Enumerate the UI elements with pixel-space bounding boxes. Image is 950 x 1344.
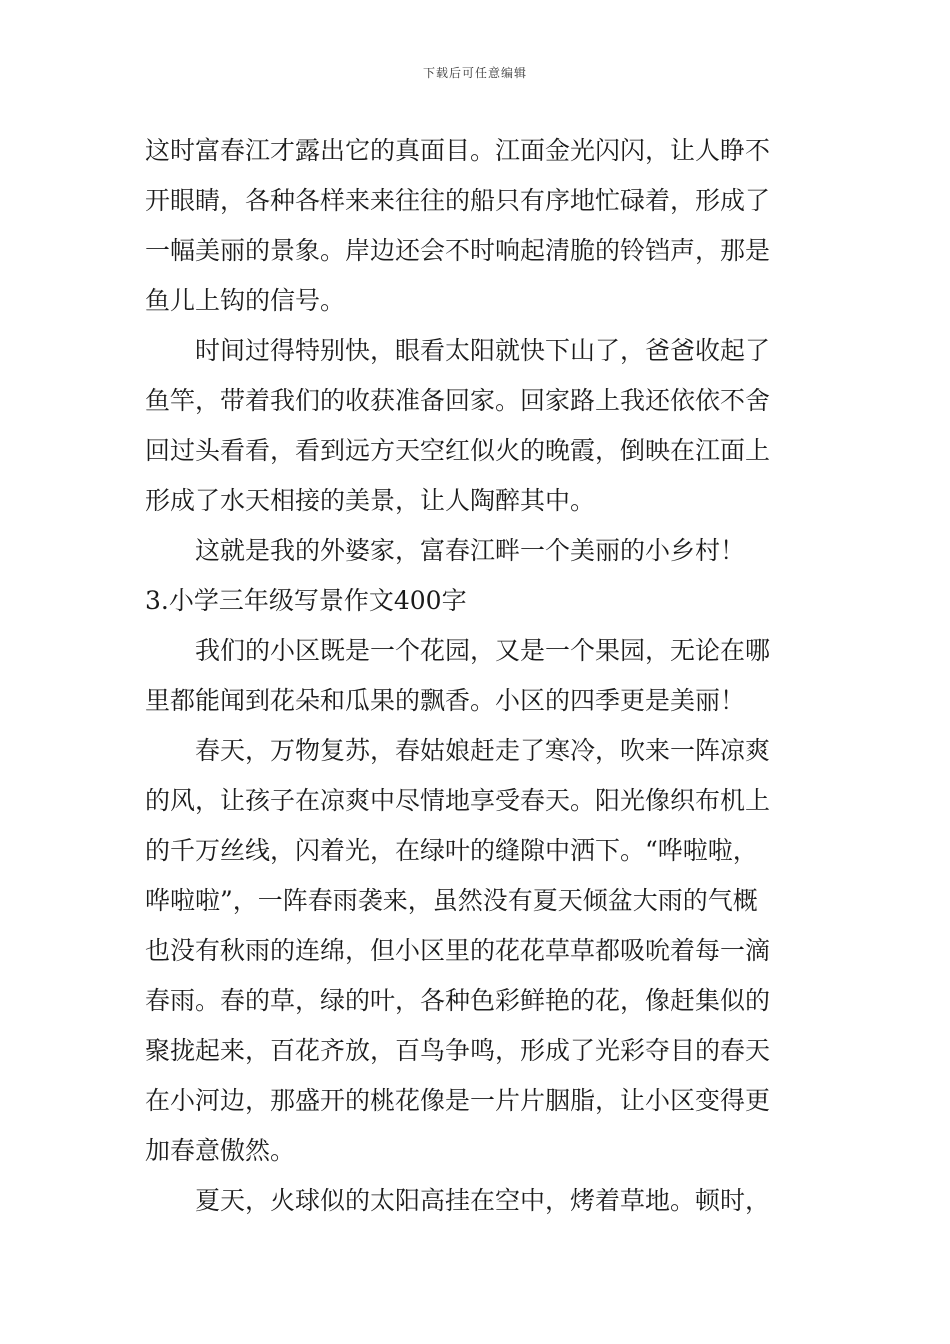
text-line: 时间过得特别快，眼看太阳就快下山了，爸爸收起了	[195, 336, 771, 365]
text-line: 聚拢起来，百花齐放，百鸟争鸣，形成了光彩夺目的春天	[145, 1036, 771, 1065]
text-line: 哗啦啦”，一阵春雨袭来，虽然没有夏天倾盆大雨的气概	[145, 886, 758, 915]
text-line: 加春意傲然。	[145, 1136, 296, 1165]
text-line: 回过头看看，看到远方天空红似火的晚霞，倒映在江面上	[145, 436, 771, 465]
heading-line: 3.小学三年级写景作文400字	[145, 586, 467, 615]
text-line: 里都能闻到花朵和瓜果的飘香。小区的四季更是美丽！	[145, 686, 746, 715]
text-line: 也没有秋雨的连绵，但小区里的花花草草都吸吮着每一滴	[145, 936, 771, 965]
section-heading	[145, 576, 810, 626]
document-body	[145, 126, 810, 1226]
paragraph-river-scene	[145, 126, 810, 326]
text-line: 的风，让孩子在凉爽中尽情地享受春天。阳光像织布机上	[145, 786, 771, 815]
text-line: 夏天，火球似的太阳高挂在空中，烤着草地。顿时，	[195, 1186, 771, 1215]
text-line: 这时富春江才露出它的真面目。江面金光闪闪，让人睁不	[145, 136, 771, 165]
text-line: 我们的小区既是一个花园，又是一个果园，无论在哪	[195, 636, 771, 665]
paragraph-intro	[145, 626, 810, 726]
text-line: 鱼儿上钩的信号。	[145, 286, 346, 315]
text-line: 鱼竿，带着我们的收获准备回家。回家路上我还依依不舍	[145, 386, 771, 415]
text-line: 春天，万物复苏，春姑娘赶走了寒冷，吹来一阵凉爽	[195, 736, 771, 765]
paragraph-going-home	[145, 326, 810, 526]
text-line: 的千万丝线，闪着光，在绿叶的缝隙中洒下。“哗啦啦，	[145, 836, 758, 865]
text-line: 春雨。春的草，绿的叶，各种色彩鲜艳的花，像赶集似的	[145, 986, 771, 1015]
paragraph-summer	[145, 1176, 810, 1226]
text-line: 在小河边，那盛开的桃花像是一片片胭脂，让小区变得更	[145, 1086, 771, 1115]
text-line: 开眼睛，各种各样来来往往的船只有序地忙碌着，形成了	[145, 186, 771, 215]
paragraph-spring	[145, 726, 810, 1176]
text-line: 形成了水天相接的美景，让人陶醉其中。	[145, 486, 596, 515]
paragraph-conclusion	[145, 526, 810, 576]
page-header: 下载后可任意编辑	[422, 66, 527, 80]
text-line: 一幅美丽的景象。岸边还会不时响起清脆的铃铛声，那是	[145, 236, 771, 265]
text-line: 这就是我的外婆家，富春江畔一个美丽的小乡村！	[195, 536, 746, 565]
